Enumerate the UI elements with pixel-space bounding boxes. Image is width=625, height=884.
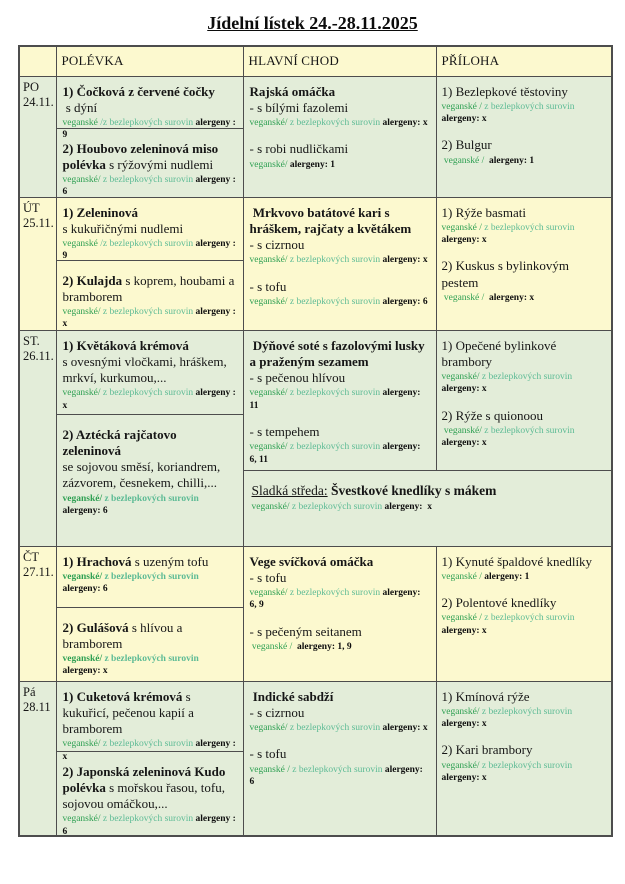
- day-date: 26.11.: [23, 349, 54, 364]
- diet-allergen-note: [63, 571, 237, 596]
- day-row: [19, 197, 612, 330]
- menu-table: [18, 45, 613, 837]
- vegan-label: veganské/: [249, 723, 290, 733]
- allergen-label: alergeny : x: [62, 307, 239, 330]
- day-cell: [19, 330, 56, 546]
- soup-desc: s kukuřičnými nudlemi: [62, 220, 184, 236]
- allergen-label: alergeny: 6: [249, 764, 426, 787]
- diet-allergen-note: [442, 101, 607, 126]
- vegan-label: veganské/: [249, 388, 290, 399]
- diet-allergen-note: [442, 571, 607, 583]
- vegan-label: veganské/: [249, 296, 290, 307]
- glutenfree-label: z bezlepkových surovin: [102, 175, 196, 185]
- soup-cell: [56, 197, 243, 330]
- allergen-label: alergeny : 9: [62, 118, 239, 141]
- glutenfree-label: z bezlepkových surovin: [289, 118, 383, 128]
- allergen-label: alergeny: x: [441, 438, 487, 449]
- allergen-label: alergeny: x: [384, 502, 432, 513]
- main-variant: [250, 370, 430, 412]
- soup-item: [57, 751, 243, 840]
- main-course-cell: [243, 76, 436, 197]
- diet-allergen-note: [250, 641, 430, 653]
- glutenfree-label: z bezlepkových surovin: [104, 493, 202, 504]
- vegan-label: veganské /: [441, 222, 485, 233]
- allergen-label: alergeny : 6: [62, 814, 239, 837]
- allergen-label: alergeny: x: [382, 255, 428, 266]
- side-item: [442, 137, 607, 167]
- allergen-label: alergeny: 1, 9: [297, 641, 352, 652]
- day-date: 27.11.: [23, 565, 54, 580]
- day-label: Pá: [23, 684, 36, 699]
- diet-allergen-note: [63, 813, 237, 838]
- soup-name: 2) Aztécká rajčatovo zeleninová: [62, 426, 180, 458]
- day-date: 24.11.: [23, 95, 54, 110]
- soup-desc: se sojovou směsí, koriandrem, zázvorem, česnekem, chilli,...: [62, 459, 224, 491]
- allergen-label: alergeny: x: [441, 773, 487, 784]
- day-date: 25.11.: [23, 216, 54, 231]
- main-variant: [250, 424, 430, 466]
- day-cell: [19, 76, 56, 197]
- sweet-wednesday-label: Sladká středa:: [251, 483, 328, 499]
- allergen-label: alergeny: 6: [62, 505, 108, 516]
- page-title: Jídelní lístek 24.-28.11.2025: [207, 13, 418, 33]
- variant-name: - s bílými fazolemi: [249, 99, 349, 115]
- vegan-label: veganské /: [441, 101, 485, 112]
- vegan-label: veganské/: [62, 739, 103, 750]
- diet-allergen-note: [442, 760, 607, 785]
- soup-desc: s mořskou řasou, tofu, sojovou omáčkou,...: [62, 779, 229, 811]
- allergen-label: alergeny: x: [382, 723, 428, 733]
- main-course-title: Rajská omáčka: [249, 83, 336, 99]
- soup-desc: s kukuřicí, pečenou kapií a bramborem: [62, 688, 198, 736]
- variant-name: - s tofu: [249, 278, 287, 294]
- side-name: 2) Polentové knedlíky: [441, 595, 557, 611]
- day-row: [19, 330, 612, 471]
- soup-item: [57, 198, 243, 260]
- diet-allergen-note: [250, 722, 430, 734]
- soup-name: 2) Houbovo zeleninová miso polévka: [62, 140, 222, 172]
- header-main-column: HLAVNÍ CHOD: [243, 46, 436, 76]
- diet-allergen-note: [63, 653, 237, 678]
- day-date: 28.11: [23, 700, 51, 715]
- header-empty-cell: [19, 46, 56, 76]
- allergen-label: alergeny: 6: [62, 584, 108, 595]
- main-variant: [250, 141, 430, 171]
- vegan-label: veganské/: [62, 571, 105, 582]
- diet-allergen-note: [63, 387, 237, 412]
- side-name: 2) Rýže s quionoou: [441, 407, 543, 423]
- vegan-label: veganské /: [441, 292, 489, 303]
- variant-name: - s pečenou hlívou: [249, 370, 346, 385]
- allergen-label: alergeny: 1: [489, 155, 535, 166]
- glutenfree-label: z bezlepkových surovin: [484, 613, 577, 624]
- diet-allergen-note: [442, 425, 607, 450]
- day-cell: [19, 197, 56, 330]
- diet-allergen-note: [250, 159, 430, 171]
- glutenfree-label: z bezlepkových surovin: [289, 388, 383, 399]
- soup-item: [57, 414, 243, 546]
- glutenfree-label: z bezlepkových surovin: [481, 706, 575, 717]
- allergen-label: alergeny : 9: [62, 239, 239, 262]
- glutenfree-label: z bezlepkových surovin: [102, 307, 196, 317]
- diet-allergen-note: [442, 155, 607, 167]
- diet-allergen-note: [252, 501, 604, 513]
- vegan-label: veganské /: [249, 641, 297, 652]
- glutenfree-label: z bezlepkových surovin: [289, 442, 383, 453]
- main-course-cell: [243, 330, 436, 471]
- diet-allergen-note: [250, 764, 430, 789]
- vegan-label: veganské/: [441, 425, 485, 436]
- day-row: [19, 76, 612, 197]
- vegan-label: veganské/: [62, 307, 103, 317]
- glutenfree-label: z bezlepkových surovin: [104, 654, 202, 664]
- soup-name: 2) Kulajda: [62, 272, 123, 288]
- diet-allergen-note: [63, 493, 237, 518]
- side-name: 2) Kari brambory: [441, 742, 533, 758]
- glutenfree-label: z bezlepkových surovin: [289, 296, 383, 307]
- allergen-label: alergeny: 11: [249, 388, 423, 411]
- soup-desc: s dýní: [62, 99, 98, 115]
- diet-allergen-note: [442, 371, 607, 396]
- glutenfree-label: z bezlepkových surovin: [484, 425, 577, 436]
- variant-name: - s cizrnou: [249, 237, 305, 252]
- allergen-label: alergeny: 6, 9: [249, 588, 423, 611]
- glutenfree-label: z bezlepkových surovin: [102, 814, 196, 825]
- glutenfree-label: z bezlepkových surovin: [291, 502, 385, 513]
- diet-allergen-note: [442, 706, 607, 731]
- soup-item: [57, 128, 243, 201]
- glutenfree-label: z bezlepkových surovin: [484, 222, 577, 233]
- glutenfree-label: z bezlepkových surovin: [289, 723, 383, 733]
- allergen-label: alergeny: x: [441, 235, 487, 246]
- main-variant: [250, 237, 430, 267]
- header-side-column: PŘÍLOHA: [436, 46, 612, 76]
- main-variant: [250, 279, 430, 309]
- side-item: [442, 205, 607, 247]
- soup-name: 2) Japonská zeleninová Kudo polévka: [62, 763, 229, 795]
- side-item: [442, 595, 607, 637]
- glutenfree-label: z bezlepkových surovin: [289, 255, 383, 266]
- main-course-cell: [243, 681, 436, 836]
- main-variant: [250, 746, 430, 788]
- allergen-label: alergeny: 6: [382, 296, 428, 307]
- diet-allergen-note: [250, 254, 430, 266]
- sweet-wednesday-cell: [243, 471, 612, 546]
- side-name: 1) Bezlepkové těstoviny: [441, 83, 568, 99]
- side-name: 1) Rýže basmati: [441, 204, 526, 220]
- soup-desc: s uzeným tofu: [131, 553, 209, 569]
- vegan-label: veganské/: [62, 814, 103, 825]
- side-dish-cell: [436, 330, 612, 471]
- vegan-label: veganské/: [249, 255, 290, 266]
- side-dish-cell: [436, 546, 612, 681]
- day-cell: [19, 681, 56, 836]
- main-variant: [250, 100, 430, 130]
- soup-name: 1) Hrachová: [62, 553, 132, 569]
- variant-name: - s tempehem: [249, 423, 320, 439]
- vegan-label: veganské/: [441, 760, 482, 771]
- vegan-label: veganské/: [62, 388, 103, 399]
- diet-allergen-note: [442, 222, 607, 247]
- side-item: [442, 84, 607, 126]
- soup-name: 1) Cuketová krémová: [62, 688, 183, 704]
- allergen-label: alergeny : x: [62, 739, 239, 762]
- soup-item: [57, 260, 243, 333]
- soup-desc: s rýžovými nudlemi: [105, 156, 214, 172]
- diet-allergen-note: [250, 117, 430, 129]
- variant-name: - s tofu: [249, 569, 287, 585]
- vegan-label: veganské /: [249, 764, 293, 775]
- vegan-label: veganské/: [249, 588, 290, 598]
- glutenfree-label: /z bezlepkových surovin: [100, 118, 196, 128]
- variant-name: - s cizrnou: [249, 704, 305, 720]
- day-label: PO: [23, 79, 39, 94]
- allergen-label: alergeny: x: [441, 384, 487, 395]
- soup-item: [57, 331, 243, 414]
- allergen-label: alergeny: x: [441, 625, 487, 636]
- day-label: ČT: [23, 549, 39, 564]
- main-course-title: Vege svíčková omáčka: [249, 553, 374, 569]
- vegan-label: veganské/: [251, 502, 292, 513]
- side-item: [442, 408, 607, 450]
- main-variant: [250, 705, 430, 735]
- diet-allergen-note: [63, 174, 237, 199]
- side-name: 1) Kynuté špaldové knedlíky: [441, 553, 593, 569]
- glutenfree-label: z bezlepkových surovin: [102, 388, 196, 399]
- side-dish-cell: [436, 76, 612, 197]
- soup-desc: s ovesnými vločkami, hráškem, mrkví, kurkumou,...: [62, 353, 231, 385]
- allergen-label: alergeny: 6, 11: [249, 442, 423, 465]
- day-label: ÚT: [23, 200, 40, 215]
- main-variant: [250, 570, 430, 612]
- vegan-label: veganské/: [249, 159, 290, 170]
- soup-item: [57, 77, 243, 141]
- soup-cell: [56, 681, 243, 836]
- side-item: [442, 554, 607, 584]
- diet-allergen-note: [250, 296, 430, 308]
- vegan-label: veganské /: [441, 571, 485, 582]
- glutenfree-label: /z bezlepkových surovin: [100, 239, 196, 249]
- soup-name: 2) Gulášová: [62, 619, 129, 635]
- main-course-title: Indické sabdží: [249, 688, 334, 704]
- soup-desc: s hlívou a bramborem: [62, 619, 186, 651]
- side-dish-cell: [436, 681, 612, 836]
- allergen-label: alergeny: x: [441, 719, 487, 730]
- variant-name: - s pečeným seitanem: [249, 623, 362, 639]
- main-course-title: Dýňové soté s fazolovými lusky a praženým sezamem: [249, 337, 428, 369]
- soup-item: [57, 607, 243, 681]
- main-course-cell: [243, 546, 436, 681]
- vegan-label: veganské/: [441, 706, 482, 717]
- vegan-label: veganské/: [249, 118, 290, 128]
- vegan-label: veganské/: [249, 442, 290, 453]
- glutenfree-label: z bezlepkových surovin: [289, 588, 383, 598]
- main-course-cell: [243, 197, 436, 330]
- side-name: 2) Kuskus s bylinkovým pestem: [441, 258, 569, 290]
- allergen-label: alergeny: x: [441, 114, 487, 125]
- vegan-label: veganské/: [441, 372, 482, 382]
- vegan-label: veganské/: [62, 493, 105, 504]
- allergen-label: alergeny : x: [62, 388, 239, 411]
- allergen-label: alergeny: 1: [289, 159, 335, 170]
- diet-allergen-note: [250, 441, 430, 466]
- day-cell: [19, 546, 56, 681]
- soup-desc: s koprem, houbami a bramborem: [62, 272, 238, 304]
- vegan-label: veganské: [62, 239, 101, 249]
- sweet-dish-name: Švestkové knedlíky s mákem: [327, 483, 497, 499]
- glutenfree-label: z bezlepkových surovin: [484, 101, 577, 112]
- variant-name: - s robi nudličkami: [249, 141, 349, 157]
- side-item: [442, 338, 607, 396]
- main-course-title: Mrkvovo batátové kari s hráškem, rajčaty a květákem: [249, 204, 412, 236]
- side-item: [442, 258, 607, 304]
- diet-allergen-note: [250, 587, 430, 612]
- allergen-label: alergeny: x: [62, 666, 108, 677]
- diet-allergen-note: [63, 306, 237, 331]
- allergen-label: alergeny: x: [489, 292, 535, 303]
- glutenfree-label: z bezlepkových surovin: [104, 571, 202, 582]
- side-dish-cell: [436, 197, 612, 330]
- diet-allergen-note: [250, 387, 430, 412]
- glutenfree-label: z bezlepkových surovin: [481, 372, 575, 382]
- soup-item: [57, 682, 243, 762]
- side-name: 1) Opečené bylinkové brambory: [441, 337, 557, 369]
- variant-name: - s tofu: [249, 746, 287, 762]
- header-row: [19, 46, 612, 76]
- diet-allergen-note: [442, 612, 607, 637]
- allergen-label: alergeny: x: [382, 118, 428, 128]
- soup-name: 1) Zeleninová: [62, 204, 138, 220]
- soup-cell: [56, 330, 243, 546]
- main-variant: [250, 624, 430, 654]
- soup-item: [57, 547, 243, 607]
- side-name: 2) Bulgur: [441, 137, 492, 153]
- side-item: [442, 742, 607, 784]
- vegan-label: veganské /: [441, 613, 485, 624]
- header-soup-column: POLÉVKA: [56, 46, 243, 76]
- vegan-label: veganské: [62, 118, 101, 128]
- day-row: [19, 546, 612, 681]
- soup-cell: [56, 546, 243, 681]
- side-item: [442, 689, 607, 731]
- vegan-label: veganské/: [62, 175, 103, 185]
- glutenfree-label: z bezlepkových surovin: [292, 764, 385, 775]
- day-row: [19, 681, 612, 836]
- allergen-label: alergeny : 6: [62, 175, 239, 198]
- day-label: ST.: [23, 333, 40, 348]
- allergen-label: alergeny: 1: [484, 571, 530, 582]
- glutenfree-label: z bezlepkových surovin: [481, 760, 575, 771]
- glutenfree-label: z bezlepkových surovin: [102, 739, 196, 750]
- side-name: 1) Kmínová rýže: [441, 688, 530, 704]
- diet-allergen-note: [442, 292, 607, 304]
- vegan-label: veganské /: [441, 155, 489, 166]
- soup-cell: [56, 76, 243, 197]
- soup-name: 1) Květáková krémová: [62, 337, 189, 353]
- vegan-label: veganské/: [62, 654, 105, 664]
- soup-name: 1) Čočková z červené čočky: [62, 83, 215, 99]
